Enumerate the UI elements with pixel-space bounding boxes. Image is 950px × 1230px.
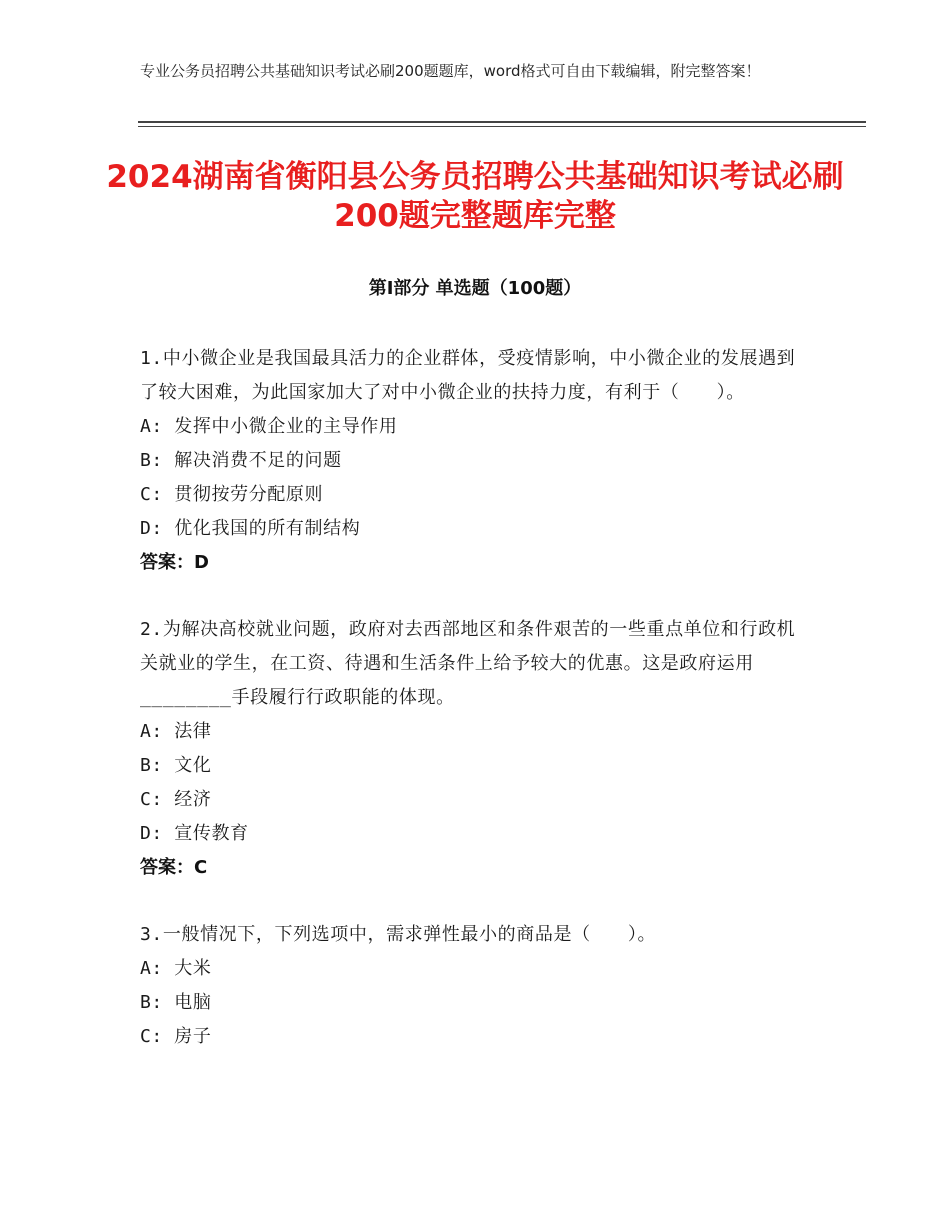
section-heading: 第Ⅰ部分 单选题（100题） [368, 278, 582, 299]
question-2 [140, 613, 800, 885]
option-c: C: 房子 [140, 1026, 212, 1047]
option-c: C: 贯彻按劳分配原则 [140, 484, 324, 505]
question-stem: 1.中小微企业是我国最具活力的企业群体，受疫情影响，中小微企业的发展遇到了较大困难，为此国家加大了对中小微企业的扶持力度，有利于（ ）。 [140, 348, 796, 403]
option-b: B: 解决消费不足的问题 [140, 450, 342, 471]
option-d: D: 优化我国的所有制结构 [140, 518, 361, 539]
header-rule-thick [138, 121, 866, 123]
question-list [140, 342, 800, 1087]
header-note: 专业公务员招聘公共基础知识考试必刷200题题库，word格式可自由下载编辑，附完整答案！ [140, 62, 761, 80]
option-c: C: 经济 [140, 789, 212, 810]
option-b: B: 电脑 [140, 992, 212, 1013]
option-a: A: 发挥中小微企业的主导作用 [140, 416, 398, 437]
question-1 [140, 342, 800, 580]
question-stem: 2.为解决高校就业问题，政府对去西部地区和条件艰苦的一些重点单位和行政机关就业的学生，在工资、待遇和生活条件上给予较大的优惠。这是政府运用________手段履行行政职能的体现。 [140, 619, 796, 708]
option-d: D: 宣传教育 [140, 823, 249, 844]
document-title: 2024湖南省衡阳县公务员招聘公共基础知识考试必刷200题完整题库完整 [106, 159, 844, 234]
question-3 [140, 918, 800, 1054]
question-stem: 3.一般情况下，下列选项中，需求弹性最小的商品是（ ）。 [140, 924, 657, 945]
option-a: A: 法律 [140, 721, 212, 742]
answer: 答案：D [140, 552, 209, 573]
answer: 答案：C [140, 857, 208, 878]
option-a: A: 大米 [140, 958, 212, 979]
header-rule-thin [138, 126, 866, 127]
option-b: B: 文化 [140, 755, 212, 776]
